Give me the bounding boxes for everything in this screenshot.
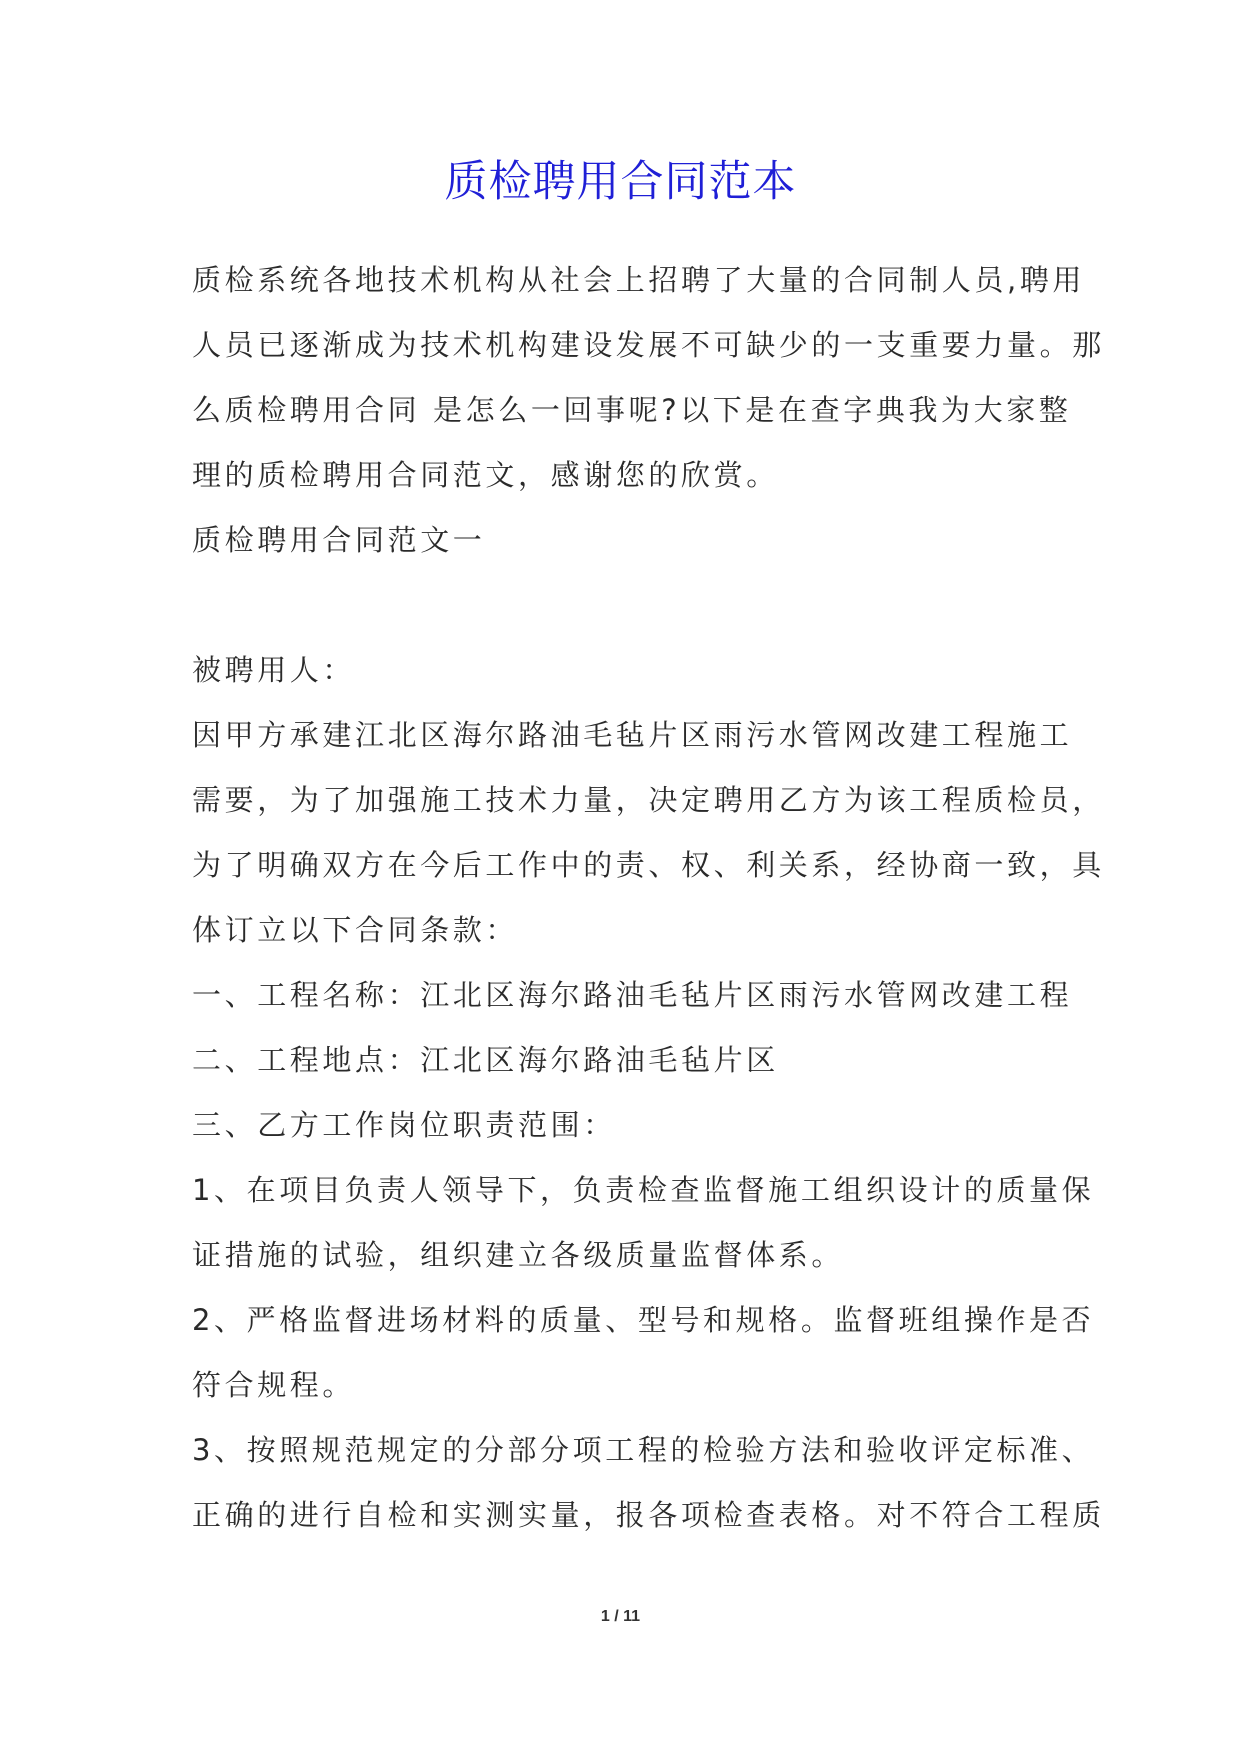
body-line: 理的质检聘用合同范文，感谢您的欣赏。 (192, 458, 779, 492)
body-line: 三、乙方工作岗位职责范围： (192, 1108, 616, 1142)
body-line: 被聘用人： (192, 653, 356, 687)
body-line: 为了明确双方在今后工作中的责、权、利关系，经协商一致，具 (192, 848, 1105, 882)
body-line: 3、按照规范规定的分部分项工程的检验方法和验收评定标准、 (192, 1433, 1095, 1467)
body-line: 1、在项目负责人领导下，负责检查监督施工组织设计的质量保 (192, 1173, 1095, 1207)
body-line: 一、工程名称：江北区海尔路油毛毡片区雨污水管网改建工程 (192, 978, 1073, 1012)
body-line: 需要，为了加强施工技术力量，决定聘用乙方为该工程质检员， (192, 783, 1105, 817)
body-line: 因甲方承建江北区海尔路油毛毡片区雨污水管网改建工程施工 (192, 718, 1073, 752)
body-line: 证措施的试验，组织建立各级质量监督体系。 (192, 1238, 845, 1272)
body-line: 么质检聘用合同 是怎么一回事呢?以下是在查字典我为大家整 (192, 393, 1072, 427)
blank-line (192, 573, 1072, 638)
body-line: 2、严格监督进场材料的质量、型号和规格。监督班组操作是否 (192, 1303, 1095, 1337)
body-line: 人员已逐渐成为技术机构建设发展不可缺少的一支重要力量。那 (192, 328, 1105, 362)
document-body (192, 248, 1105, 1548)
document-title: 质检聘用合同范本 (444, 157, 797, 207)
body-line: 体订立以下合同条款： (192, 913, 519, 947)
body-line: 符合规程。 (192, 1368, 356, 1402)
page-number: 1 / 11 (600, 1608, 641, 1625)
body-line: 正确的进行自检和实测实量，报各项检查表格。对不符合工程质 (192, 1498, 1105, 1532)
body-line: 二、工程地点：江北区海尔路油毛毡片区 (192, 1043, 779, 1077)
section-heading: 质检聘用合同范文一 (192, 523, 486, 557)
body-line: 质检系统各地技术机构从社会上招聘了大量的合同制人员,聘用 (192, 263, 1086, 297)
